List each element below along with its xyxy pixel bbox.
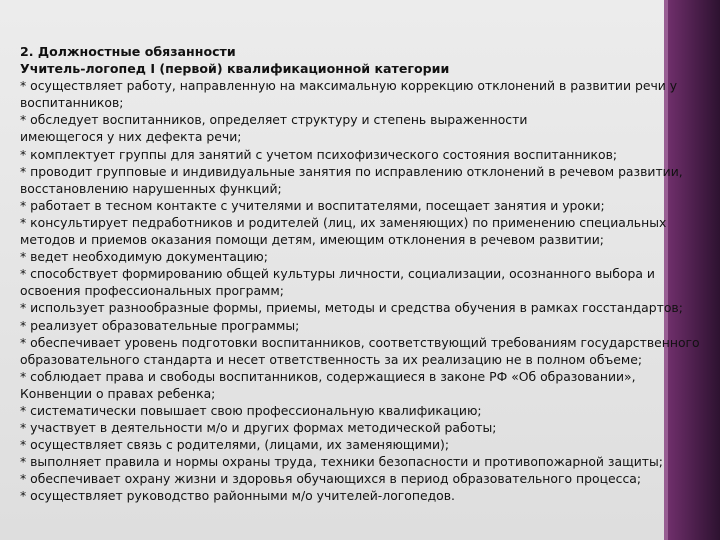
text-line-1: * осуществляет работу, направленную на максимальную коррекцию отклонений в развитии речи у — [20, 78, 678, 94]
text-line-3: * обследует воспитанников, определяет структуру и степень выраженности — [20, 112, 528, 128]
text-line-13: освоения профессиональных программ; — [20, 283, 284, 299]
text-line-9: * консультирует педработников и родителей (лиц, их заменяющих) по применению специальных — [20, 214, 667, 230]
text-line-15: * реализует образовательные программы; — [20, 317, 300, 333]
text-line-11: * ведет необходимую документацию; — [20, 249, 268, 265]
text-line-17: образовательного стандарта и несет ответственность за их реализацию не в полном объеме; — [20, 351, 643, 367]
text-line-20: * систематически повышает свою профессиональную квалификацию; — [20, 402, 482, 418]
text-line-2: воспитанников; — [20, 95, 124, 111]
text-line-25: * осуществляет руководство районными м/о учителей-логопедов. — [20, 488, 455, 504]
text-line-19: Конвенции о правах ребенка; — [20, 385, 216, 401]
document-body — [20, 43, 700, 505]
text-line-22: * осуществляет связь с родителями, (лицами, их заменяющими); — [20, 437, 450, 453]
text-line-8: * работает в тесном контакте с учителями и воспитателями, посещает занятия и уроки; — [20, 197, 605, 213]
text-line-18: * соблюдает права и свободы воспитанников, содержащиеся в законе РФ «Об образовании», — [20, 368, 636, 384]
position-heading: Учитель-логопед I (первой) квалификационной категории — [20, 61, 450, 77]
text-line-16: * обеспечивает уровень подготовки воспитанников, соответствующий требованиям государственного — [20, 334, 700, 350]
section-heading: 2. Должностные обязанности — [20, 44, 236, 59]
text-line-10: методов и приемов оказания помощи детям, имеющим отклонения в речевом развитии; — [20, 232, 604, 248]
text-line-24: * обеспечивает охрану жизни и здоровья обучающихся в период образовательного процесса; — [20, 471, 642, 487]
text-line-12: * способствует формированию общей культуры личности, социализации, осознанного выбора и — [20, 266, 655, 282]
text-line-5: * комплектует группы для занятий с учетом психофизического состояния воспитанников; — [20, 146, 618, 162]
text-line-21: * участвует в деятельности м/о и других формах методической работы; — [20, 420, 497, 436]
text-line-6: * проводит групповые и индивидуальные занятия по исправлению отклонений в речевом развитии, — [20, 163, 683, 179]
text-line-7: восстановлению нарушенных функций; — [20, 180, 282, 196]
text-line-23: * выполняет правила и нормы охраны труда, техники безопасности и противопожарной защиты; — [20, 454, 663, 470]
text-line-4: имеющегося у них дефекта речи; — [20, 129, 242, 145]
text-line-14: * использует разнообразные формы, приемы, методы и средства обучения в рамках госстандартов; — [20, 300, 683, 316]
